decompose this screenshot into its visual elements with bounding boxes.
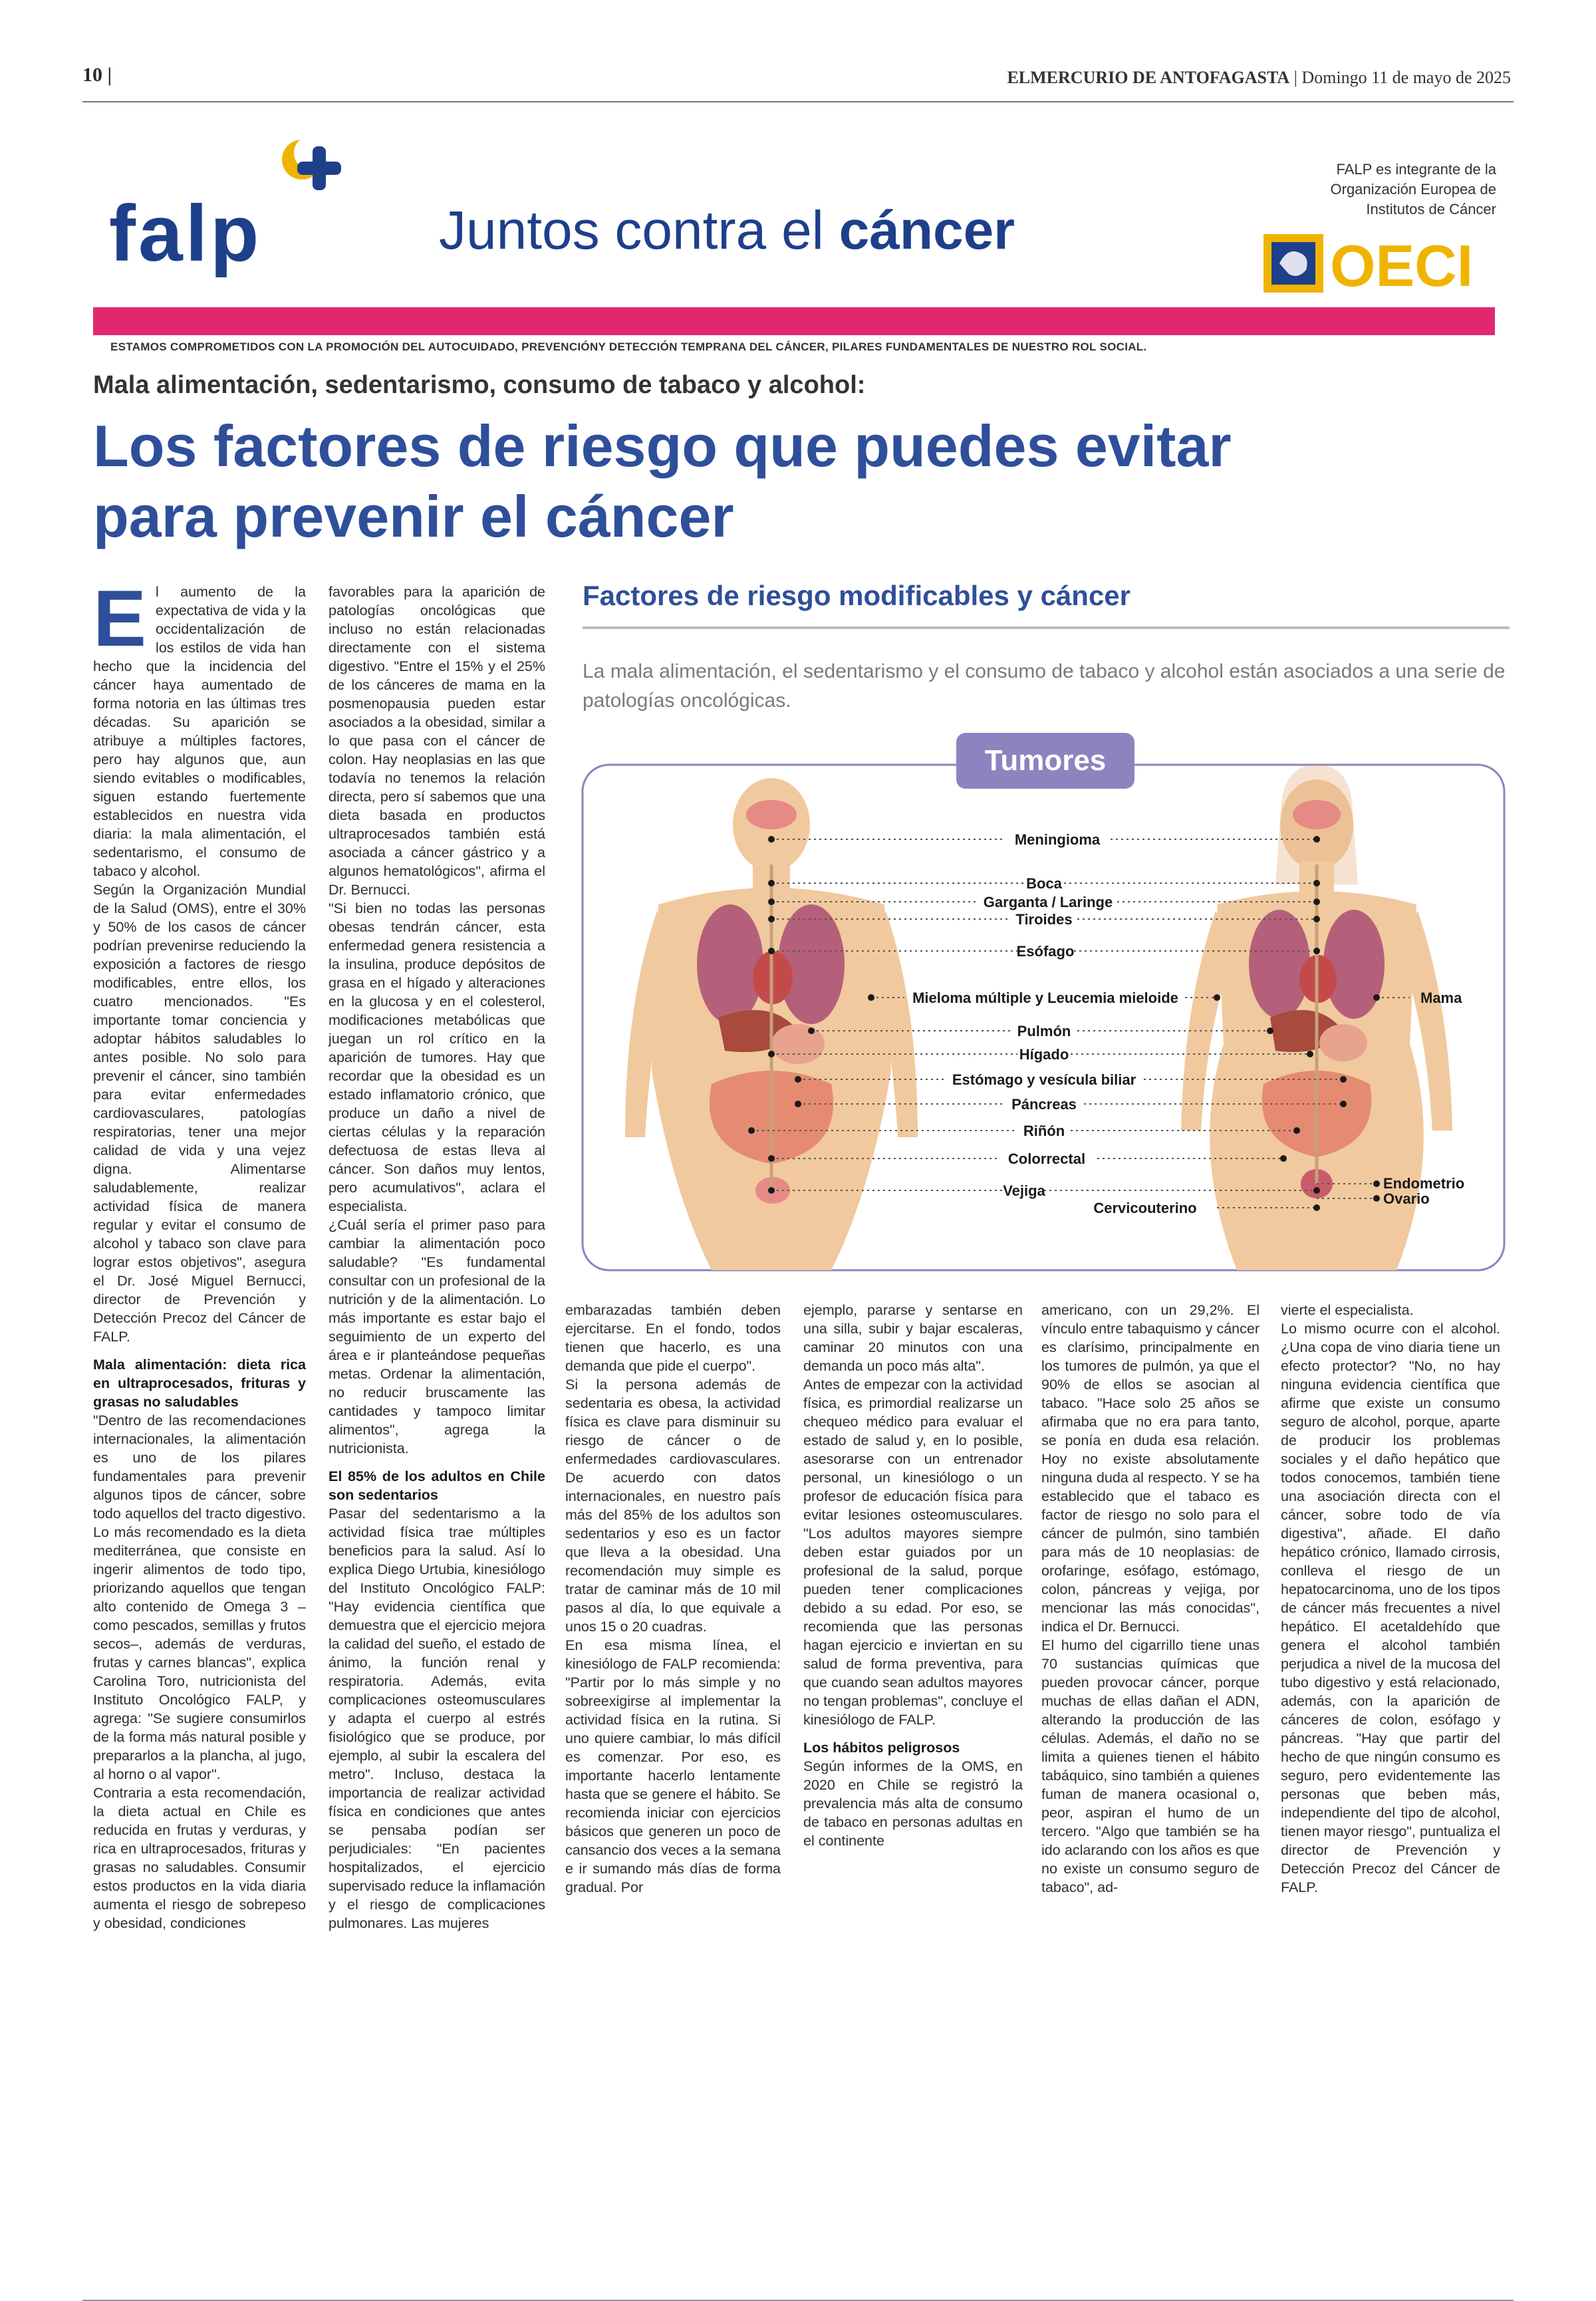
- subheading-sedentary: El 85% de los adultos en Chile son sedentarios: [329, 1468, 545, 1503]
- masthead: [1007, 68, 1511, 88]
- subheading-dangerous-habits: Los hábitos peligrosos: [803, 1740, 960, 1756]
- label-colorrectal: Colorrectal: [1007, 1150, 1086, 1167]
- page-number: 10 |: [82, 64, 112, 86]
- paragraph: embarazadas también deben ejercitarse. En el fondo, todos tienen que hacerlo, es una demanda que pide el cuerpo".: [565, 1302, 781, 1374]
- label-estomago-vesicula: Estómago y vesícula biliar: [952, 1071, 1136, 1088]
- falp-logo: [109, 133, 415, 283]
- paragraph: El humo del cigarrillo tiene unas 70 sustancias químicas que pueden provocar cáncer, porque muchas de ellas dañan el ADN, alterando la producción de las células. Además, el daño no se limita a quienes tienen el hábito tabáquico, sino también a quienes fuman de manera ocasional o, peor, aspiran el humo de un tercero. "Algo que también se ha ido aclarando con los años es que no existe un consumo seguro de tabaco", ad-: [1041, 1637, 1260, 1895]
- tumor-body-diagram: [579, 725, 1510, 1287]
- article-column-2: [329, 583, 545, 1933]
- article-column-1: [93, 574, 306, 1933]
- label-vejiga: Vejiga: [1003, 1182, 1045, 1199]
- oeci-logo: [1264, 230, 1503, 300]
- article-column-3: [565, 1301, 781, 1897]
- issue-date: | Domingo 11 de mayo de 2025: [1289, 68, 1511, 87]
- label-garganta-laringe: Garganta / Laringe: [983, 894, 1113, 910]
- paragraph: El aumento de la expectativa de vida y la occidentalización de los estilos de vida han hecho que la incidencia del cáncer haya aumentado de forma notoria en las últimas tres décadas. Su aparición se atribuye a múltiples factores, pero hay algunos que, aun siendo evitables o modificables, siguen estando fuertemente establecidos en nuestra vida diaria: la mala alimentación, el sedentarismo, el consumo de tabaco y alcohol.: [93, 574, 306, 879]
- paragraph: Lo mismo ocurre con el alcohol. ¿Una copa de vino diaria tiene un efecto protector? "No, no hay ninguna evidencia científica que afirme que existe un consumo seguro de alcohol, porque, aparte de producir los problemas sociales y el daño hepático que todos conocemos, también tiene una asociación directa con el cáncer, sobre todo de vía digestiva", añade. El daño hepático crónico, llamado cirrosis, conlleva el riesgo de un hepatocarcinoma, uno de los tipos de cáncer más frecuentes a nivel hepático. El acetaldehído que genera el alcohol también perjudica a nivel de la mucosa del tubo digestivo y está relacionado, además, con la aparición de cánceres de colon, esófago y páncreas. "Hay que partir del hecho de que ningún consumo es seguro, pero evidentemente las personas que beben más, independiente del tipo de alcohol, tienen mayor riesgo", puntualiza el director de Prevención y Detección Precoz del Cáncer de FALP.: [1281, 1321, 1500, 1895]
- label-endometrio: Endometrio: [1383, 1175, 1465, 1192]
- label-mieloma-leucemia: Mieloma múltiple y Leucemia mieloide: [912, 990, 1178, 1006]
- svg-text:OECI: OECI: [1330, 233, 1474, 297]
- article-headline: Los factores de riesgo que puedes evitar para prevenir el cáncer: [93, 413, 1232, 549]
- paragraph: Según informes de la OMS, en 2020 en Chile se registró la prevalencia más alta de consumo de tabaco en personas adultas en el continente: [803, 1758, 1023, 1849]
- label-esofago: Esófago: [1016, 943, 1075, 960]
- label-pulmon: Pulmón: [1017, 1023, 1071, 1039]
- article-column-5: [1041, 1301, 1260, 1897]
- label-cervicouterino: Cervicouterino: [1093, 1200, 1197, 1216]
- label-ovario: Ovario: [1383, 1190, 1430, 1207]
- label-higado: Hígado: [1019, 1046, 1069, 1063]
- paragraph: americano, con un 29,2%. El vínculo entre tabaquismo y cáncer es clarísimo, principalmente en los tumores de pulmón, ya que el 90% de ellos se asocian al tabaco. "Hace solo 25 años se afirmaba que no era para tanto, se ponía en duda esa relación. Hoy no existe absolutamente ninguna duda al respecto. Y se ha establecido que el tabaco es factor de riesgo no solo para el cáncer de pulmón, sino también para más de 10 neoplasias: de orofaringe, esófago, estómago, colon, páncreas y vejiga, por mencionar las más conocidas", indica el Dr. Bernucci.: [1041, 1302, 1260, 1635]
- newspaper-name: ELMERCURIO DE ANTOFAGASTA: [1007, 68, 1290, 87]
- label-tiroides: Tiroides: [1015, 911, 1073, 928]
- commitment-statement: ESTAMOS COMPROMETIDOS CON LA PROMOCIÓN DEL AUTOCUIDADO, PREVENCIÓNY DETECCIÓN TEMPRANA DEL CÁNCER, PILARES FUNDAMENTALES DE NUESTRO ROL SOCIAL.: [110, 340, 1147, 353]
- article-kicker: Mala alimentación, sedentarismo, consumo de tabaco y alcohol:: [93, 371, 866, 399]
- paragraph: En esa misma línea, el kinesiólogo de FALP recomienda: "Partir por lo más simple y no sobreexigirse al implementar la actividad física en la rutina. Si uno quiere cambiar, lo más difícil es comenzar. Por eso, es importante hacerlo lentamente hasta que se genere el hábito. Se recomienda iniciar con ejercicios básicos que generen un poco de cansancio dos veces a la semana e ir sumando más días de forma gradual. Por: [565, 1637, 781, 1895]
- article-column-4: [803, 1301, 1023, 1850]
- paragraph: Pasar del sedentarismo a la actividad física trae múltiples beneficios para la salud. Así lo explica Diego Urtubia, kinesiólogo del Instituto Oncológico FALP: "Hay evidencia científica que demuestra que el ejercicio mejora la calidad del sueño, el estado de ánimo, la función renal y respiratoria. Además, evita complicaciones osteomusculares y adapta el cuerpo al estrés fisiológico que se produce, por ejemplo, al subir la escalera del metro". Incluso, destaca la importancia de realizar actividad física en condiciones que antes se pensaba podían ser perjudiciales: "En pacientes hospitalizados, el ejercicio supervisado reduce la inflamación y el riesgo de complicaciones pulmonares. Las mujeres: [329, 1506, 545, 1931]
- paragraph: Antes de empezar con la actividad física, es primordial realizarse un chequeo médico para evaluar el estado de salud y, en lo posible, asesorarse con un entrenador personal, un kinesiólogo o un profesor de educación física para evitar lesiones osteomusculares. "Los adultos mayores siempre deben estar guiados por un profesional de la salud, porque pueden tener complicaciones debido a su edad. Por eso, se recomienda que las personas hagan ejercicio e inviertan en su salud de forma preventiva, para que cuando sean adultos mayores no tengan problemas", concluye el kinesiólogo de FALP.: [803, 1377, 1023, 1728]
- paragraph: Según la Organización Mundial de la Salud (OMS), entre el 30% y 50% de los casos de cáncer podrían prevenirse reduciendo la exposición a factores de riesgo modificables, entre ellos, los cuatro mencionados. "Es importante tomar conciencia y adoptar hábitos saludables lo antes posible. No solo para prevenir el cáncer, sino también para evitar enfermedades cardiovasculares, patologías respiratorias, tener una mejor calidad de vida y una vejez digna. Alimentarse saludablemente, realizar actividad física de manera regular y evitar el consumo de alcohol y tabaco son clave para lograr estos objetivos", asegura el Dr. José Miguel Bernucci, director de Prevención y Detección Precoz del Cáncer de FALP.: [93, 882, 306, 1345]
- label-pancreas: Páncreas: [1011, 1096, 1077, 1113]
- infographic-rule: [583, 626, 1510, 629]
- label-meningioma: Meningioma: [1014, 831, 1101, 848]
- svg-text:falp: falp: [109, 189, 262, 278]
- drop-cap: E: [93, 574, 147, 663]
- header-rule: [82, 101, 1514, 102]
- label-rinon: Riñón: [1023, 1123, 1065, 1139]
- oeci-membership-note: FALP es integrante de la Organización Europea de Institutos de Cáncer: [1330, 161, 1496, 217]
- paragraph: "Si bien no todas las personas obesas tendrán cáncer, esta enfermedad genera resistencia a la insulina, produce depósitos de grasa en el hígado y alteraciones en la glucosa y en el colesterol, modificaciones metabólicas que juegan un rol crítico en la aparición de tumores. Hay que recordar que la obesidad es un estado inflamatorio crónico, que produce un daño a nivel de ciertas células y la reparación defectuosa de estas lleva al cáncer. Son daños muy lentos, pero acumulativos", aclara el especialista.: [329, 900, 545, 1214]
- falp-logo-mark: [109, 133, 415, 279]
- infographic-title: Factores de riesgo modificables y cáncer: [583, 580, 1131, 611]
- paragraph: vierte el especialista.: [1281, 1302, 1414, 1318]
- paragraph: Si la persona además de sedentaria es obesa, la actividad física es clave para disminuir su riesgo de cáncer o de enfermedades cardiovasculares. De acuerdo con datos internacionales, en nuestro país más del 85% de los adultos son sedentarios y eso es un factor que lleva a la obesidad. Una recomendación muy simple es tratar de caminar más de 10 mil pasos al día, lo que equivale a unos 15 o 20 cuadras.: [565, 1377, 781, 1635]
- subheading-diet: Mala alimentación: dieta rica en ultraprocesados, frituras y grasas no saludables: [93, 1357, 306, 1410]
- paragraph: "Dentro de las recomendaciones internacionales, la alimentación es uno de los pilares fundamentales para prevenir algunos tipos de cáncer, sobre todo aquellos del tracto digestivo. Lo más recomendado es la dieta mediterránea, que consiste en ingerir alimentos de todo tipo, priorizando aquellos que tengan alto contenido de Omega 3 –como pescados, semillas y frutos secos–, además de verduras, frutas y carnes blancas", explica Carolina Toro, nutricionista del Instituto Oncológico FALP, y agrega: "Se sugiere consumirlos de la forma más natural posible y prepararlos a la plancha, al jugo, al horno o al vapor".: [93, 1413, 306, 1782]
- article-column-6: [1281, 1301, 1500, 1897]
- brand-tagline: Juntos contra el cáncer: [439, 200, 1015, 261]
- infographic-intro: La mala alimentación, el sedentarismo y el consumo de tabaco y alcohol están asociados a una serie de patologías oncológicas.: [583, 660, 1506, 712]
- paragraph: favorables para la aparición de patologías oncológicas que incluso no están relacionadas directamente con el sistema digestivo. "Entre el 15% y el 25% de los cánceres de mama en la posmenopausia pueden estar asociados a la obesidad, similar a lo que pasa con el cáncer de colon. Hay neoplasias en las que todavía no tenemos la relación directa, pero sí sabemos que una dieta basada en productos ultraprocesados también está asociada a cáncer gástrico y a algunos hematológicos", afirma el Dr. Bernucci.: [329, 584, 545, 898]
- paragraph: ejemplo, pararse y sentarse en una silla, subir y bajar escaleras, caminar 20 minutos con una demanda un poco más alta".: [803, 1302, 1023, 1374]
- accent-bar: [93, 307, 1495, 335]
- paragraph: Contraria a esta recomendación, la dieta actual en Chile es reducida en frutas y verduras, y rica en ultraprocesados, frituras y grasas no saludables. Consumir estos productos en la vida diaria aumenta el riesgo de sobrepeso y obesidad, condiciones: [93, 1785, 306, 1931]
- label-boca: Boca: [1026, 875, 1062, 892]
- paragraph: ¿Cuál sería el primer paso para cambiar la alimentación poco saludable? "Es fundamental consultar con un profesional de la nutrición y de la alimentación. Lo más importante es estar bajo el seguimiento de un experto del área e ir planteándose pequeñas metas. Ordenar la alimentación, no reducir bruscamente las cantidades y tampoco limitar alimentos", agrega la nutricionista.: [329, 1217, 545, 1456]
- label-mama: Mama: [1420, 990, 1462, 1006]
- tumores-badge-label: Tumores: [984, 744, 1107, 777]
